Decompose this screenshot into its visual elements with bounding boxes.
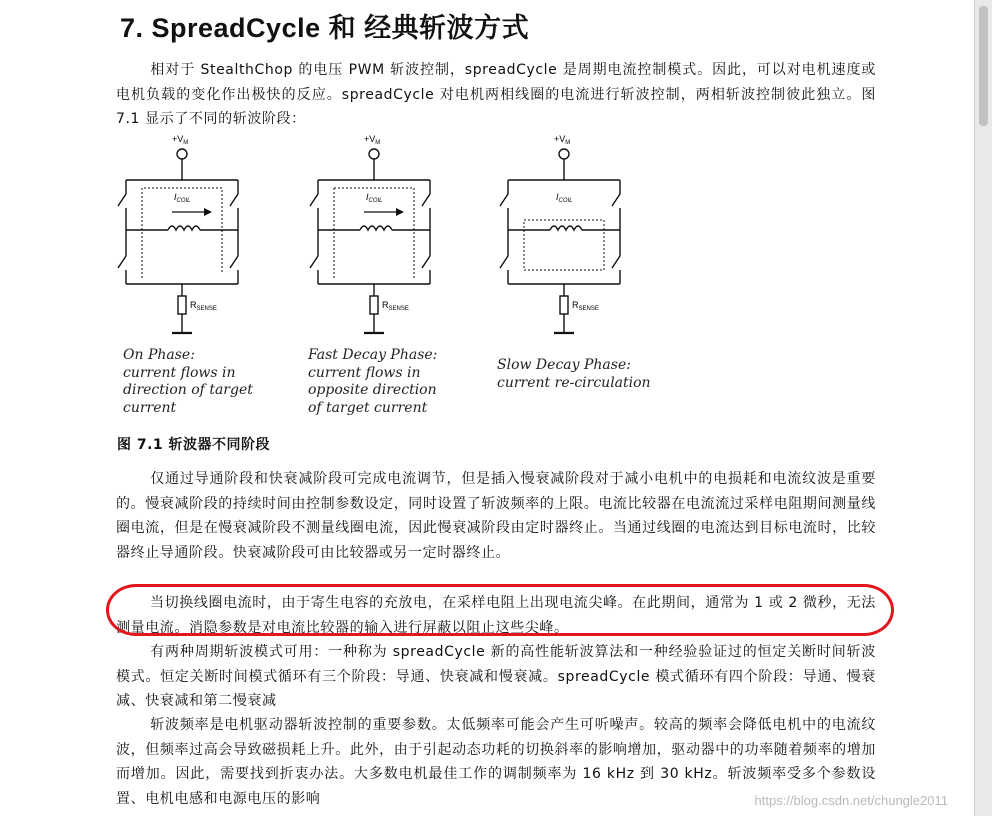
figure-caption: 图 7.1 斩波器不同阶段 [117,437,271,453]
sense-resistor-label: $R_{SENSE}$ [382,300,409,312]
paragraph-text: 斩波频率是电机驱动器斩波控制的重要参数。太低频率可能会产生可听噪声。较高的频率会降低电机中的电流纹波，但频率过高会导致磁损耗上升。此外，由于引起动态功耗的切换斜率的影响增加，驱动器中的功率随着频率的增加而增加。因此，需要找到折衷办法。大多数电机最佳工作的调制频率为 16 kHz 到 30 kHz。斩波频率受多个参数设置、电机电感和电源电压的影响 [116,717,876,807]
supply-label: $+V_M$ [554,134,571,146]
vertical-scrollbar[interactable] [974,0,992,816]
on-phase-line: direction of target [123,382,253,398]
fast-decay-line: opposite direction [308,382,437,398]
on-phase-line: current [123,399,177,416]
on-phase-title: On Phase: [123,347,195,363]
fast-decay-line: of target current [308,399,428,416]
supply-label: $+V_M$ [364,134,381,146]
supply-label: $+V_M$ [172,134,189,146]
intro-paragraph-text: 相对于 StealthChop 的电压 PWM 斩波控制，spreadCycle 是周期电流控制模式。因此，可以对电机速度或电机负载的变化作出极快的反应。spreadCycle 对电机两相线圈的电流进行斩波控制，两相斩波控制彼此独立。图 7.1 显示了不同的斩波阶段： [116,62,876,128]
section-heading: 7. SpreadCycle 和 经典斩波方式 [120,13,530,43]
paragraph-chopper-phases [116,467,876,565]
coil-current-label: $I_{COIL}$ [556,192,573,204]
circuit-on-phase [112,128,252,346]
paragraph-text: 当切换线圈电流时，由于寄生电容的充放电，在采样电阻上出现电流尖峰。在此期间，通常为 1 或 2 微秒，无法测量电流。消隐参数是对电流比较器的输入进行屏蔽以阻止这些尖峰。 [116,595,876,636]
coil-current-label: $I_{COIL}$ [174,192,191,204]
on-phase-line: current flows in [123,364,236,381]
circuit-fast-decay [304,128,444,346]
sense-resistor-label: $R_{SENSE}$ [190,300,217,312]
on-phase-label [123,347,293,417]
sense-resistor-label: $R_{SENSE}$ [572,300,599,312]
intro-paragraph [116,58,876,132]
watermark: https://blog.csdn.net/chungle2011 [754,793,948,808]
slow-decay-line: current re-circulation [497,374,651,391]
fast-decay-line: current flows in [308,364,421,381]
paragraph-blanking [116,591,876,640]
circuit-slow-decay [494,128,634,346]
paragraph-chopper-modes [116,640,876,714]
fast-decay-title: Fast Decay Phase: [308,347,438,363]
scrollbar-thumb[interactable] [979,6,988,126]
paragraph-text: 仅通过导通阶段和快衰减阶段可完成电流调节，但是插入慢衰减阶段对于减小电机中的电损耗和电流纹波是重要的。慢衰减阶段的持续时间由控制参数设定，同时设置了斩波频率的上限。电流比较器在电流流过采样电阻期间测量线圈电流，但是在慢衰减阶段不测量线圈电流，因此慢衰减阶段由定时器终止。当通过线圈的电流达到目标电流时，比较器终止导通阶段。快衰减阶段可由比较器或另一定时器终止。 [116,471,876,561]
coil-current-label: $I_{COIL}$ [366,192,383,204]
slow-decay-label [497,357,697,392]
fast-decay-label [308,347,488,417]
slow-decay-title: Slow Decay Phase: [497,357,631,373]
paragraph-text: 有两种周期斩波模式可用：一种称为 spreadCycle 新的高性能斩波算法和一种经验验证过的恒定关断时间斩波模式。恒定关断时间模式循环有三个阶段：导通、快衰减和慢衰减。spreadCycle 模式循环有四个阶段：导通、慢衰减、快衰减和第二慢衰减 [116,644,876,710]
